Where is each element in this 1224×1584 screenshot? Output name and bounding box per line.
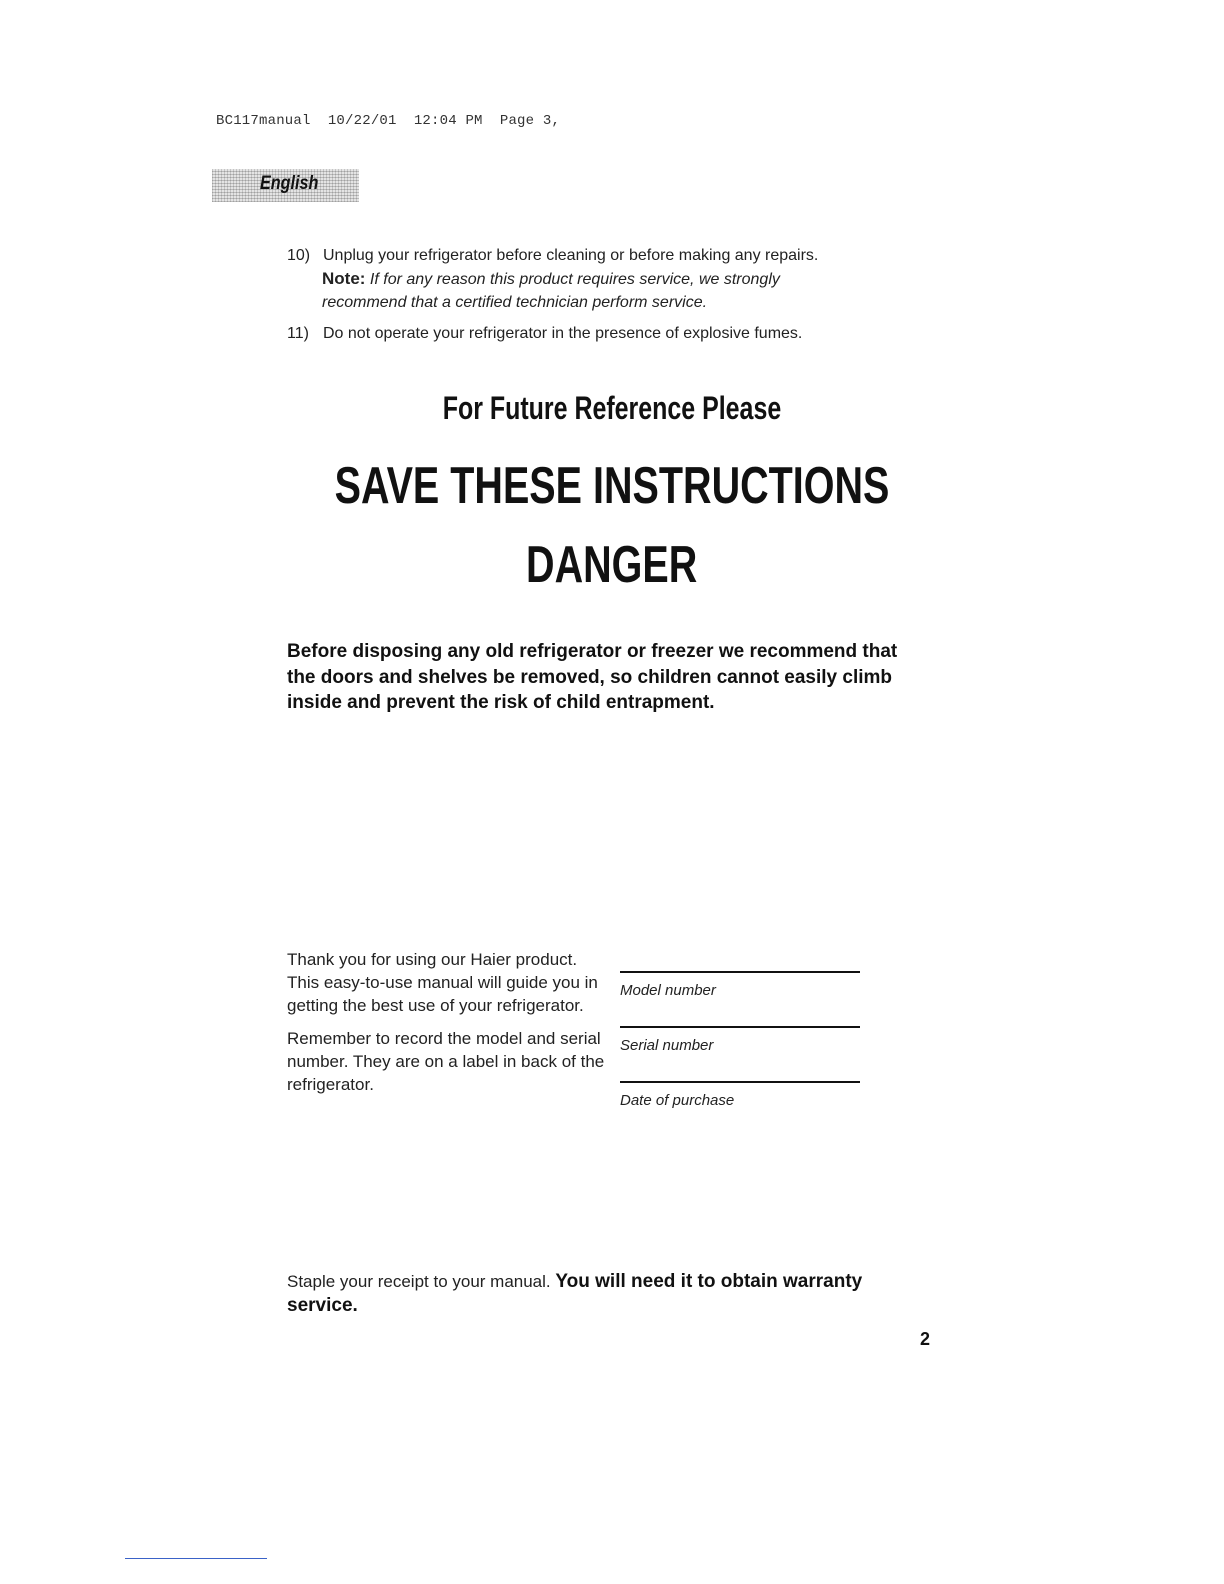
note <box>287 267 927 291</box>
model-number-line <box>620 971 860 973</box>
print-header: BC117manual 10/22/01 12:04 PM Page 3, <box>216 113 561 129</box>
item-text: Unplug your refrigerator before cleaning or before making any repairs. <box>323 247 819 264</box>
save-instructions-text: SAVE THESE INSTRUCTIONS <box>334 457 890 515</box>
serial-number-field <box>620 1026 860 1054</box>
note-label: Note: <box>322 269 366 288</box>
serial-number-line <box>620 1026 860 1028</box>
model-number-label: Model number <box>620 982 716 999</box>
note-text-continued: recommend that a certified technician perform service. <box>322 294 708 311</box>
save-instructions-heading <box>0 456 1224 516</box>
item-number: 10) <box>287 247 311 264</box>
language-tab <box>212 169 359 202</box>
danger-warning-text: Before disposing any old refrigerator or freezer we recommend that the doors and shelves be removed, so children cannot easily climb inside and prevent the risk of child entrapment. <box>287 641 898 713</box>
model-number-field <box>620 971 860 999</box>
record-reminder-paragraph: Remember to record the model and serial number. They are on a label in back of the refrigerator. <box>287 1029 605 1094</box>
reference-heading-text: For Future Reference Please <box>442 390 782 426</box>
staple-text: Staple your receipt to your manual. <box>287 1272 551 1291</box>
staple-receipt-note <box>287 1270 887 1318</box>
danger-heading-text: DANGER <box>526 536 698 594</box>
page-number: 2 <box>920 1329 931 1349</box>
date-of-purchase-label: Date of purchase <box>620 1092 735 1109</box>
language-tab-label: English <box>260 173 319 194</box>
thank-you-section <box>287 948 607 1106</box>
footer-divider <box>125 1558 267 1559</box>
date-of-purchase-field <box>620 1081 860 1109</box>
item-number: 11) <box>287 325 309 342</box>
item-text: Do not operate your refrigerator in the presence of explosive fumes. <box>323 325 803 342</box>
danger-heading <box>0 535 1224 595</box>
thank-you-paragraph: Thank you for using our Haier product. This easy-to-use manual will guide you in getting the best use of your refrigerator. <box>287 950 598 1015</box>
date-of-purchase-line <box>620 1081 860 1083</box>
reference-heading <box>0 390 1224 427</box>
instruction-item-10 <box>287 244 927 314</box>
serial-number-label: Serial number <box>620 1037 714 1054</box>
instruction-item-11 <box>287 322 927 345</box>
note-text: If for any reason this product requires service, we strongly <box>369 271 780 288</box>
warranty-emphasis: You will need it to obtain warranty service. <box>287 1271 863 1316</box>
